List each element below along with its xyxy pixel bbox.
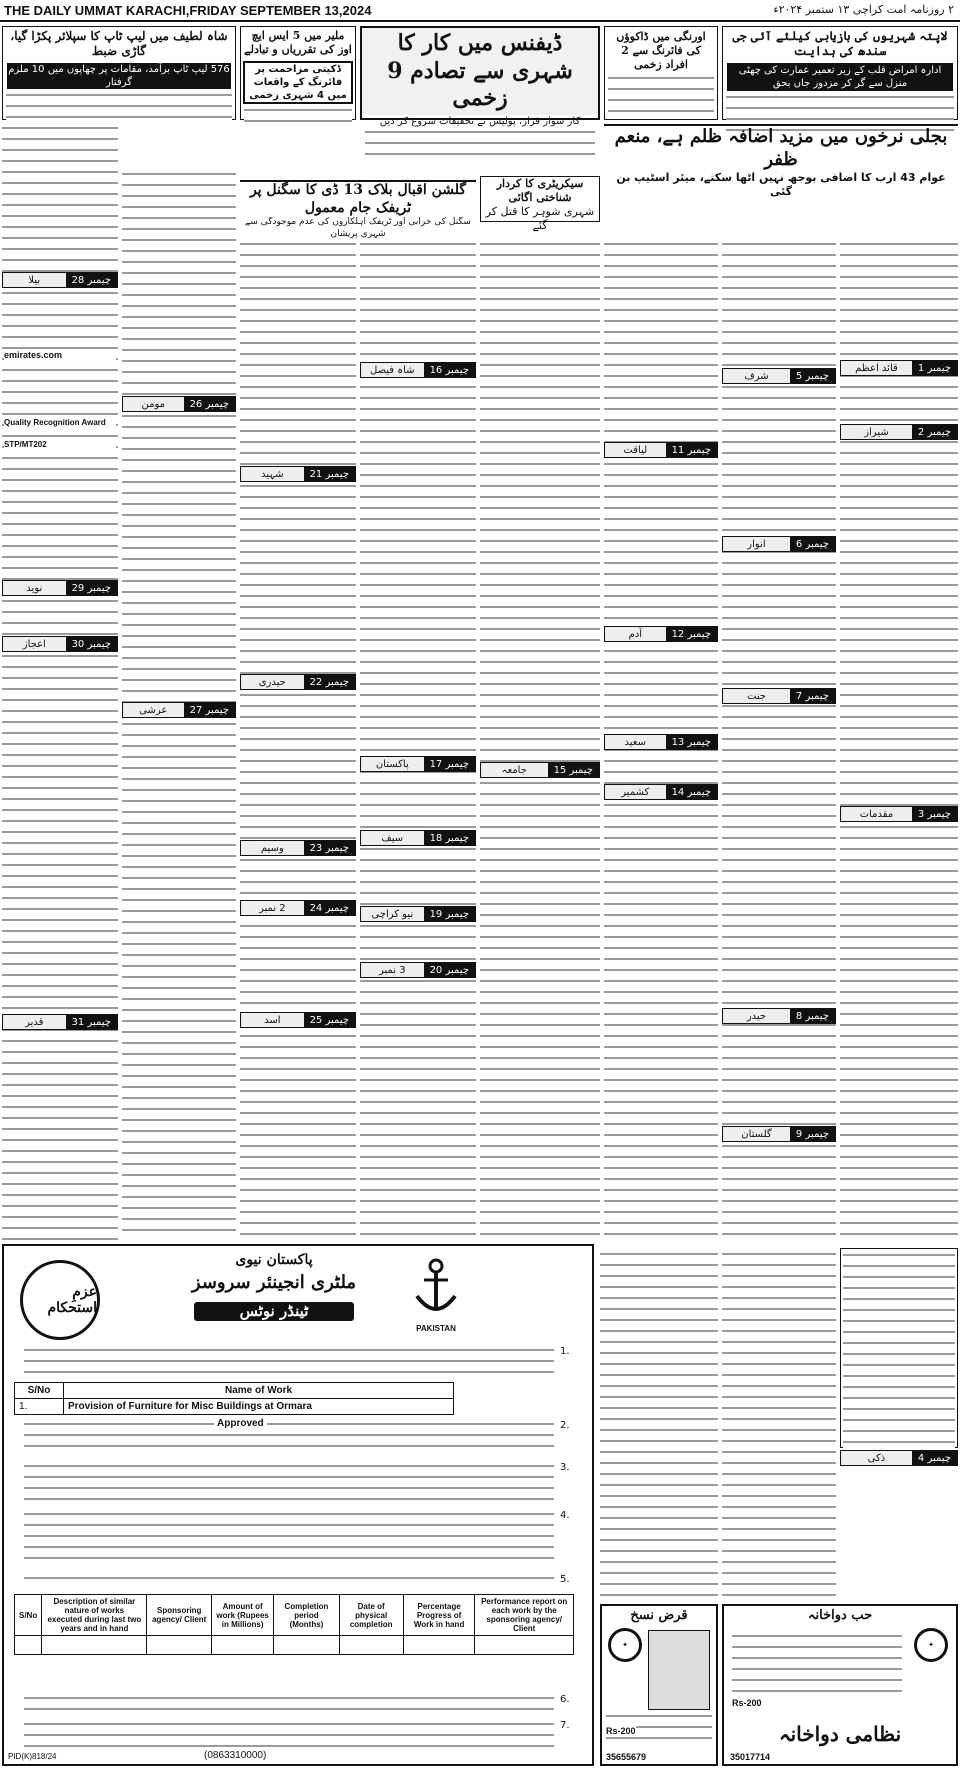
section-tag-label: لیاقت — [605, 443, 666, 457]
qarz-ad-title: قرض نسخ — [630, 1608, 688, 1623]
section-tag-label: عرشی — [123, 703, 184, 717]
section-tag — [240, 674, 356, 690]
section-tag — [722, 1126, 836, 1142]
section-tag-number: چیمبر 11 — [666, 443, 717, 457]
tender-point-7 — [24, 1720, 554, 1748]
top-story-1-headline: لاپتہ شہریوں کی بازیابی کیلئے آئی جی سندھ کی ہدایت — [732, 29, 948, 58]
performance-table-header: Sponsoring agency/ Client — [147, 1595, 212, 1636]
mid-story-1-headline: بجلی نرخوں میں مزید اضافہ ظلم ہے، منعم ظفر — [614, 126, 948, 170]
qarz-ad — [600, 1604, 718, 1766]
section-tag-label: نوید — [3, 581, 66, 595]
section-tag-number: چیمبر 5 — [790, 369, 835, 383]
works-table-cell: 1. — [15, 1399, 64, 1415]
section-tag — [240, 900, 356, 916]
section-tag — [240, 466, 356, 482]
section-tag-label: ذکی — [841, 1451, 912, 1465]
section-tag-number: چیمبر 3 — [912, 807, 957, 821]
body-column-bottom-b — [722, 1250, 836, 1600]
section-tag-label: مقدمات — [841, 807, 912, 821]
section-tag — [240, 840, 356, 856]
section-tag-label: گلستان — [723, 1127, 790, 1141]
section-tag-number: چیمبر 18 — [424, 831, 475, 845]
anchor-icon — [409, 1256, 463, 1320]
section-tag-label: سیف — [361, 831, 424, 845]
top-story-4-sub: ڈکیتی مزاحمت پر فائرنگ کے واقعات میں 4 شہری زخمی — [243, 61, 353, 104]
section-tag-number: چیمبر 2 — [912, 425, 957, 439]
hub-dawakhana-ad — [722, 1604, 958, 1766]
section-tag-label: جنت — [723, 689, 790, 703]
tender-footer-code: PID(K)818/24 — [8, 1752, 57, 1761]
product-box-image — [648, 1630, 710, 1710]
section-tag-label: سعید — [605, 735, 666, 749]
top-story-5-headline: شاہ لطیف میں لیپ ٹاپ کا سپلائر پکڑا گیا، گاڑی ضبط — [10, 29, 228, 58]
section-tag-label: حیدر — [723, 1009, 790, 1023]
section-tag-label: اعجاز — [3, 637, 66, 651]
section-tag-label: انوار — [723, 537, 790, 551]
section-tag — [240, 1012, 356, 1028]
top-story-1-sub: ادارہ امراض قلب کے زیر تعمیر عمارت کی چھٹی منزل سے گر کر مزدور جاں بحق — [727, 63, 953, 91]
table-row — [15, 1399, 454, 1415]
nizami-ad-title: نظامی دواخانہ — [778, 1722, 902, 1746]
section-tag-number: چیمبر 17 — [424, 757, 475, 771]
section-tag — [722, 536, 836, 552]
mid-story-3 — [240, 180, 476, 239]
urdu-dateline: ۲ روزنامہ امت کراچی ۱۳ ستمبر ۲۰۲۴ء — [773, 3, 954, 16]
hub-seal-icon: ✦ — [914, 1628, 948, 1662]
section-tag-label: اسد — [241, 1013, 304, 1027]
section-tag-number: چیمبر 9 — [790, 1127, 835, 1141]
body-column-4 — [480, 240, 600, 1240]
section-tag-number: چیمبر 28 — [66, 273, 117, 287]
section-tag-label: حیدری — [241, 675, 304, 689]
section-tag-label: قائد اعظم — [841, 361, 912, 375]
tender-title: ٹینڈر نوٹس — [194, 1302, 354, 1321]
section-tag-number: چیمبر 21 — [304, 467, 355, 481]
section-tag-label: پاکستان — [361, 757, 424, 771]
mid-story-3-sub: سگنل کی خرابی اور ٹریفک اہلکاروں کی عدم موجودگی سے شہری پریشان — [245, 217, 471, 239]
mid-story-2 — [480, 176, 600, 232]
section-tag — [2, 1014, 118, 1030]
section-tag — [2, 272, 118, 288]
tender-point-2 — [24, 1420, 554, 1456]
tender-point-5 — [24, 1574, 554, 1586]
tender-notice — [2, 1244, 594, 1766]
tender-phone: (0863310000) — [204, 1750, 267, 1761]
works-table-cell: Provision of Furniture for Misc Buildings at Ormara — [64, 1399, 454, 1415]
top-story-1 — [722, 26, 958, 120]
performance-table-header: Completion period (Months) — [274, 1595, 339, 1636]
section-tag — [722, 368, 836, 384]
performance-table-header: Description of similar nature of works executed during last two years and in hand — [42, 1595, 147, 1636]
section-tag — [360, 362, 476, 378]
section-tag — [360, 756, 476, 772]
section-tag — [360, 962, 476, 978]
top-story-3-sub: کار سوار فرار، پولیس نے تحقیقات شروع کر دیں — [379, 115, 581, 127]
mid-story-2-sub: شہری شوہر کا قتل کر گئے — [485, 204, 595, 232]
section-tag-label: شیراز — [841, 425, 912, 439]
section-tag-label: نیو کراچی — [361, 907, 424, 921]
section-tag-number: چیمبر 13 — [666, 735, 717, 749]
section-tag-number: چیمبر 26 — [184, 397, 235, 411]
section-tag — [2, 580, 118, 596]
top-story-2 — [604, 26, 718, 120]
section-tag-label: آدم — [605, 627, 666, 641]
section-tag-label: شاہ فیصل — [361, 363, 424, 377]
top-story-5 — [2, 26, 236, 120]
body-column-6 — [240, 240, 356, 1240]
top-story-4 — [240, 26, 356, 120]
tender-point-3-num: 3. — [560, 1462, 570, 1473]
mid-story-1-sub: عوام 43 ارب کا اضافی بوجھ نہیں اٹھا سکتے، میئر اسٹیپ بن گئی — [616, 171, 946, 199]
section-tag-number: چیمبر 6 — [790, 537, 835, 551]
section-tag — [480, 762, 600, 778]
section-tag-label: مومن — [123, 397, 184, 411]
ad-block-1 — [840, 1248, 958, 1448]
quality-award-text: Quality Recognition Award — [4, 418, 116, 432]
section-tag — [122, 396, 236, 412]
section-tag-label: جامعہ — [481, 763, 548, 777]
tender-org: پاکستان نیوی — [235, 1252, 313, 1268]
tender-point-3 — [24, 1462, 554, 1504]
section-tag — [122, 702, 236, 718]
top-story-2-headline: اورنگی میں ڈاکوؤں کی فائرنگ سے 2 افراد زخمی — [616, 30, 706, 71]
performance-table-header-row — [15, 1595, 574, 1636]
mid-story-1 — [604, 124, 958, 199]
tender-point-1-num: 1. — [560, 1346, 570, 1357]
ad-phone-1: 35017714 — [730, 1752, 771, 1762]
mid-story-3-headline: گلشن اقبال بلاک 13 ڈی کا سگنل پر ٹریفک جام معمول — [249, 182, 467, 216]
section-tag-number: چیمبر 27 — [184, 703, 235, 717]
resolve-badge: عزمِ استحکام — [20, 1260, 100, 1340]
table-row — [15, 1636, 574, 1655]
approved-label: Approved — [214, 1418, 267, 1429]
section-tag-label: کشمیر — [605, 785, 666, 799]
section-tag-number: چیمبر 1 — [912, 361, 957, 375]
section-tag-number: چیمبر 29 — [66, 581, 117, 595]
section-tag — [604, 442, 718, 458]
section-tag-label: بیلا — [3, 273, 66, 287]
section-tag-label: شرف — [723, 369, 790, 383]
tender-dept: ملٹری انجینئر سروسز — [191, 1272, 357, 1293]
tender-point-6 — [24, 1694, 554, 1716]
top-story-5-sub: 576 لیپ ٹاپ برآمد، مقامات پر چھاپوں میں 10 ملزم گرفتار — [8, 64, 230, 88]
section-tag-label: شہید — [241, 467, 304, 481]
section-tag — [360, 906, 476, 922]
emblem-caption: PAKISTAN — [416, 1324, 456, 1333]
section-tag-number: چیمبر 31 — [66, 1015, 117, 1029]
section-tag-number: چیمبر 14 — [666, 785, 717, 799]
tender-point-4-num: 4. — [560, 1510, 570, 1521]
qarz-seal-icon: ✦ — [608, 1628, 642, 1662]
section-tag — [604, 626, 718, 642]
section-tag-number: چیمبر 8 — [790, 1009, 835, 1023]
performance-table-header: Percentage Progress of Work in hand — [403, 1595, 475, 1636]
navy-emblem — [406, 1256, 466, 1340]
section-tag-label: قدیر — [3, 1015, 66, 1029]
top-story-3 — [360, 26, 600, 127]
body-column-5 — [360, 240, 476, 1240]
masthead — [0, 0, 960, 22]
emirates-link-text: emirates.com — [4, 350, 116, 364]
section-tag-number: چیمبر 25 — [304, 1013, 355, 1027]
performance-table — [14, 1594, 574, 1655]
performance-table-header: Amount of work (Rupees in Millions) — [212, 1595, 274, 1636]
tender-point-6-num: 6. — [560, 1694, 570, 1705]
performance-table-header: Performance report on each work by the sponsoring agency/ Client — [475, 1595, 574, 1636]
section-tag-label: 3 نمبر — [361, 963, 424, 977]
body-column-8 — [2, 124, 118, 1240]
section-tag-number: چیمبر 23 — [304, 841, 355, 855]
section-tag-number: چیمبر 16 — [424, 363, 475, 377]
newspaper-title: THE DAILY UMMAT KARACHI,FRIDAY SEPTEMBER 13,2024 — [4, 3, 372, 18]
works-table-header: S/No — [15, 1383, 64, 1399]
works-table — [14, 1382, 454, 1415]
section-tag — [360, 830, 476, 846]
section-tag-number: چیمبر 22 — [304, 675, 355, 689]
section-tag — [840, 424, 958, 440]
section-tag-number: چیمبر 19 — [424, 907, 475, 921]
top-story-4-headline: ملیر میں 5 ایس ایچ اوز کی تقرریاں و تبادلے — [244, 29, 352, 56]
section-tag-label: 2 نمبر — [241, 901, 304, 915]
tender-point-2-num: 2. — [560, 1420, 570, 1431]
section-tag-number: چیمبر 12 — [666, 627, 717, 641]
section-tag-number: چیمبر 7 — [790, 689, 835, 703]
section-tag-label: وسیم — [241, 841, 304, 855]
works-table-header: Name of Work — [64, 1383, 454, 1399]
body-column-1 — [840, 240, 958, 1240]
hub-price: Rs-200 — [732, 1698, 762, 1708]
tender-point-4 — [24, 1510, 554, 1568]
performance-table-header: S/No — [15, 1595, 42, 1636]
tender-point-7-num: 7. — [560, 1720, 570, 1731]
qarz-price: Rs-200 — [606, 1726, 636, 1736]
section-tag — [604, 784, 718, 800]
section-tag — [2, 636, 118, 652]
section-tag — [722, 1008, 836, 1024]
section-tag-number: چیمبر 15 — [548, 763, 599, 777]
body-column-bottom-a — [600, 1250, 718, 1600]
section-tag-number: چیمبر 4 — [912, 1451, 957, 1465]
section-tag-number: چیمبر 24 — [304, 901, 355, 915]
stp-text: STP/MT202 — [4, 440, 116, 454]
section-tag-number: چیمبر 20 — [424, 963, 475, 977]
section-tag — [604, 734, 718, 750]
mid-story-2-headline: سیکریٹری کا کردار شناختی اگائی — [496, 177, 584, 204]
performance-table-header: Date of physical completion — [339, 1595, 403, 1636]
section-tag-number: چیمبر 30 — [66, 637, 117, 651]
section-tag — [840, 806, 958, 822]
tender-point-5-num: 5. — [560, 1574, 570, 1585]
ad-phone-2: 35655679 — [606, 1752, 647, 1762]
tender-point-1 — [24, 1346, 554, 1376]
section-tag — [722, 688, 836, 704]
section-tag — [840, 1450, 958, 1466]
top-story-3-headline: ڈیفنس میں کار کا شہری سے تصادم 9 زخمی — [362, 28, 598, 115]
body-column-2 — [722, 240, 836, 1240]
hub-ad-title: حب دواخانہ — [807, 1608, 873, 1623]
section-tag — [840, 360, 958, 376]
